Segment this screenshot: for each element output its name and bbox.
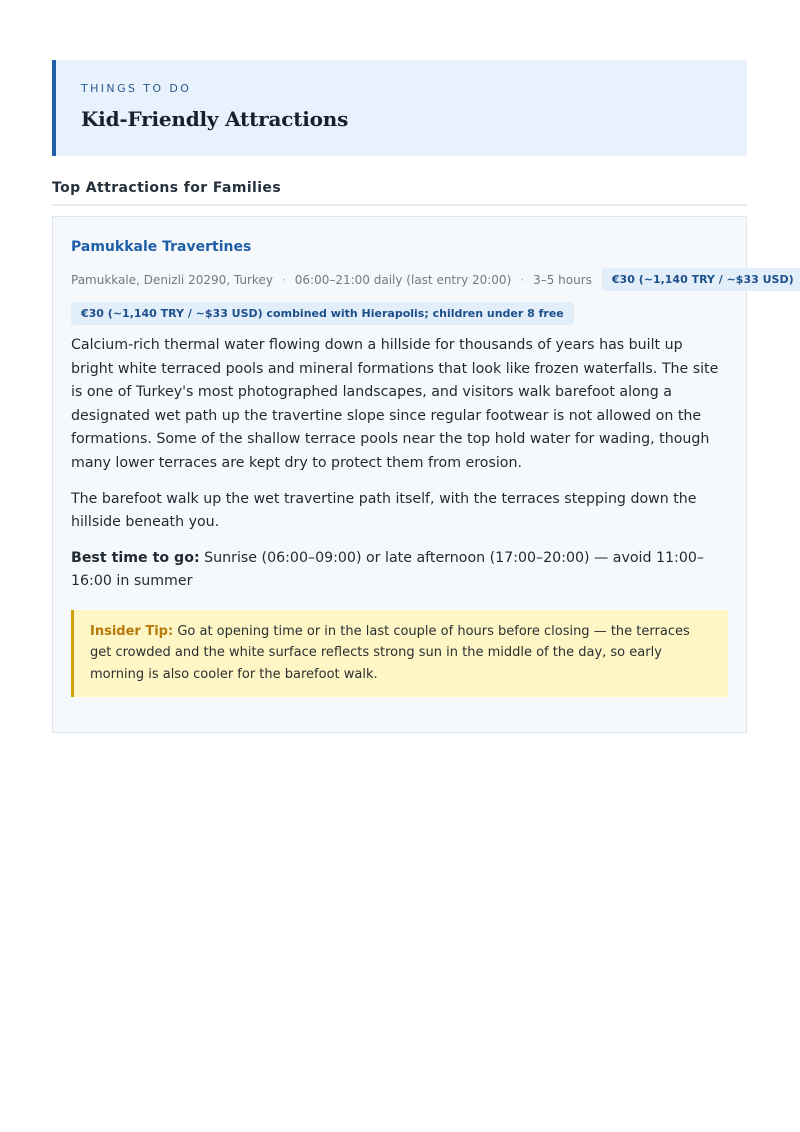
meta-separator: · <box>281 272 286 287</box>
attraction-hours: 06:00–21:00 daily (last entry 20:00) <box>294 272 512 287</box>
attraction-location: Pamukkale, Denizli 20290, Turkey <box>71 272 273 287</box>
insider-tip-label: Insider Tip: <box>90 623 174 639</box>
price-badge: €30 (~1,140 TRY / ~$33 USD) <box>602 268 800 291</box>
insider-tip-box <box>71 610 728 697</box>
price-detail-badge: €30 (~1,140 TRY / ~$33 USD) combined with Hierapolis; children under 8 free <box>71 302 574 325</box>
best-time <box>71 547 728 594</box>
section-kicker: THINGS TO DO <box>81 82 192 95</box>
attraction-card <box>52 216 794 733</box>
section-heading: Top Attractions for Families <box>52 179 747 206</box>
attraction-title: Pamukkale Travertines <box>71 239 252 255</box>
best-time-label: Best time to go: <box>71 549 200 566</box>
page-title: Kid-Friendly Attractions <box>81 107 349 131</box>
attraction-description: Calcium-rich thermal water flowing down a hillside for thousands of years has built up bright white terraced pools and mineral formations that look like frozen waterfalls. The site is one of Turkey's most photographed landscapes, and visitors walk barefoot along a designated wet path up the travertine slope since regular footwear is not allowed on the formations. Some of the shallow terrace pools near the top hold water for wading, though many lower terraces are kept dry to protect them from erosion. <box>71 337 719 471</box>
attraction-meta <box>71 268 794 291</box>
price-detail-row <box>71 302 728 325</box>
meta-separator: · <box>520 272 525 287</box>
best-time-value: Sunrise (06:00–09:00) or late afternoon (17:00–20:00) — avoid 11:00–16:00 in summer <box>71 549 704 590</box>
insider-tip-text: Go at opening time or in the last couple of hours before closing — the terraces get crowded and the white surface reflects strong sun in the middle of the day, so early morning is also cooler for the barefoot walk. <box>90 623 690 682</box>
page-header-banner <box>52 60 747 156</box>
attraction-highlight: The barefoot walk up the wet travertine path itself, with the terraces stepping down the hillside beneath you. <box>71 490 697 531</box>
attraction-duration: 3–5 hours <box>533 272 592 287</box>
page <box>52 60 794 733</box>
